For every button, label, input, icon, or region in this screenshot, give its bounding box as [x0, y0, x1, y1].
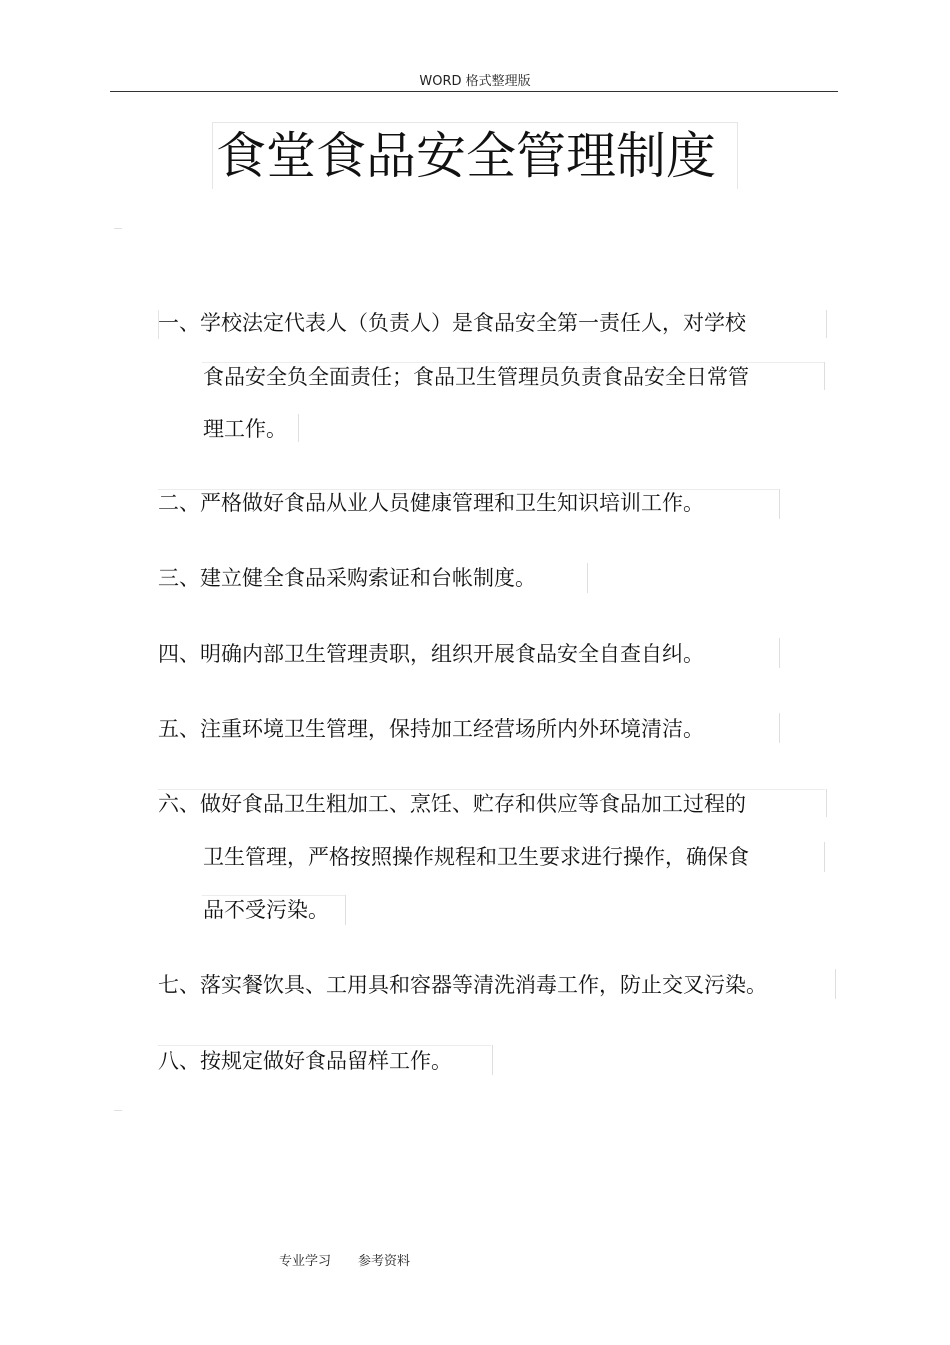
guide [826, 789, 827, 817]
guide [492, 1045, 493, 1075]
text-line: 二、严格做好食品从业人员健康管理和卫生知识培训工作。 [158, 491, 704, 515]
text-line: 三、建立健全食品采购索证和台帐制度。 [158, 566, 536, 590]
footer-right: 参考资料 [358, 1254, 411, 1269]
guide [835, 969, 836, 999]
guide [298, 414, 299, 442]
document-title: 食堂食品安全管理制度 [216, 127, 716, 185]
margin-tick [114, 1110, 122, 1111]
guide [587, 563, 588, 593]
footer-left: 专业学习 [279, 1254, 332, 1269]
text-line: 卫生管理，严格按照操作规程和卫生要求进行操作，确保食 [203, 845, 749, 869]
page-header: WORD 格式整理版 [419, 74, 531, 89]
guide [779, 713, 780, 743]
guide [824, 362, 825, 390]
guide [158, 789, 825, 790]
text-line: 品不受污染。 [203, 898, 329, 922]
text-line: 一、学校法定代表人（负责人）是食品安全第一责任人，对学校 [158, 311, 746, 335]
text-line: 四、明确内部卫生管理责职，组织开展食品安全自查自纠。 [158, 642, 704, 666]
text-line: 六、做好食品卫生粗加工、烹饪、贮存和供应等食品加工过程的 [158, 792, 746, 816]
guide [826, 310, 827, 338]
guide [202, 895, 345, 896]
guide [779, 489, 780, 519]
margin-tick [114, 228, 122, 229]
guide [158, 310, 159, 339]
text-line: 五、注重环境卫生管理，保持加工经营场所内外环境清洁。 [158, 717, 704, 741]
text-line: 食品安全负全面责任；食品卫生管理员负责食品安全日常管 [203, 365, 749, 389]
guide [158, 489, 779, 490]
guide [158, 1045, 491, 1046]
text-line: 理工作。 [203, 417, 287, 441]
header-divider [110, 91, 838, 92]
guide [779, 638, 780, 668]
text-line: 七、落实餐饮具、工用具和容器等清洗消毒工作，防止交叉污染。 [158, 973, 767, 997]
guide [202, 362, 825, 363]
guide [345, 895, 346, 925]
text-line: 八、按规定做好食品留样工作。 [158, 1049, 452, 1073]
guide [824, 842, 825, 872]
